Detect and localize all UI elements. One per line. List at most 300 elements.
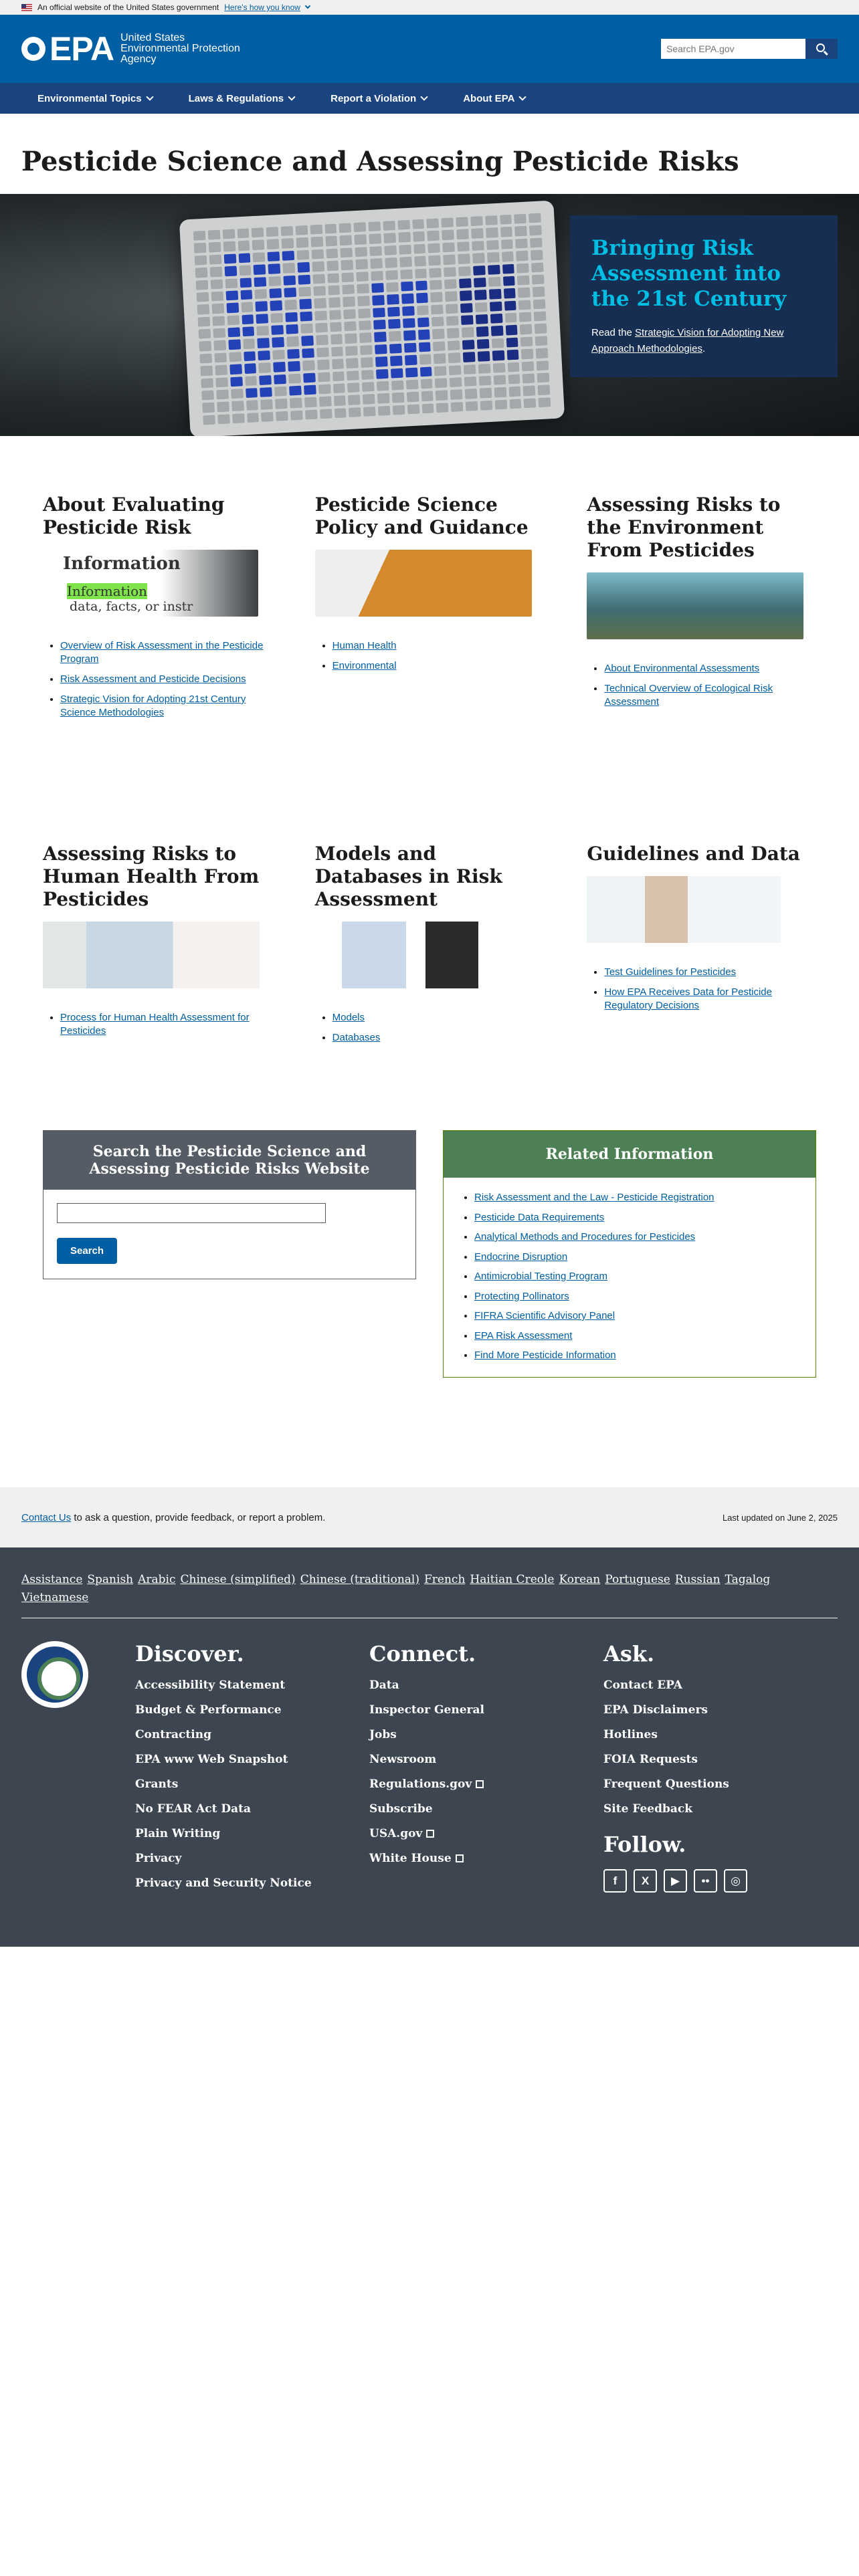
- plate-well: [362, 382, 375, 392]
- plate-well: [332, 371, 345, 381]
- plate-well: [227, 327, 240, 337]
- plate-well: [402, 306, 415, 316]
- plate-well: [345, 334, 357, 344]
- flickr-icon[interactable]: ••: [694, 1869, 717, 1893]
- card-link[interactable]: Databases: [332, 1032, 381, 1043]
- plate-well: [359, 332, 372, 342]
- plate-well: [537, 360, 549, 370]
- plate-well: [225, 278, 237, 288]
- footer-link[interactable]: EPA www Web Snapshot: [135, 1753, 288, 1766]
- card-title: Assessing Risks to Human Health From Pesticides: [43, 843, 260, 910]
- plate-well: [274, 387, 287, 397]
- plate-well: [413, 243, 426, 253]
- plate-well: [419, 366, 432, 377]
- plate-well: [456, 217, 468, 227]
- footer-link[interactable]: Site Feedback: [603, 1802, 693, 1816]
- card-link[interactable]: Overview of Risk Assessment in the Pesticide Program: [60, 640, 264, 665]
- plate-well: [516, 251, 529, 261]
- footer-link[interactable]: Regulations.gov: [369, 1778, 603, 1791]
- contact-bar: [0, 1487, 859, 1547]
- footer-link[interactable]: Newsroom: [369, 1753, 437, 1766]
- related-link[interactable]: Analytical Methods and Procedures for Pesticides: [474, 1231, 696, 1243]
- plate-well: [397, 220, 410, 230]
- plate-well: [311, 249, 324, 259]
- plate-well: [237, 241, 250, 251]
- plate-well: [429, 267, 442, 278]
- plate-well: [486, 240, 499, 250]
- doctor-image: [43, 922, 260, 988]
- plate-well: [535, 324, 547, 334]
- plate-well: [210, 279, 223, 289]
- card-title: About Evaluating Pesticide Risk: [43, 494, 225, 538]
- card-science-policy: [315, 494, 545, 843]
- page-title: Pesticide Science and Assessing Pesticide Risks: [21, 146, 739, 177]
- plate-well: [491, 338, 504, 348]
- plate-well: [316, 335, 328, 345]
- plate-well: [342, 272, 355, 282]
- plate-well: [387, 306, 400, 316]
- card-link[interactable]: Strategic Vision for Adopting 21st Century Science Methodologies: [60, 693, 246, 718]
- lang-link[interactable]: Assistance: [21, 1573, 83, 1586]
- plate-well: [434, 366, 447, 376]
- plate-well: [196, 280, 209, 290]
- plate-well: [506, 337, 518, 347]
- plate-well: [240, 290, 253, 300]
- plate-well: [257, 326, 270, 336]
- plate-well: [442, 230, 454, 240]
- us-flag-icon: [21, 4, 32, 11]
- plate-well: [316, 347, 329, 357]
- plate-well: [388, 319, 401, 329]
- last-updated: Last updated on June 2, 2025: [722, 1512, 838, 1523]
- plate-well: [302, 360, 315, 370]
- plate-well: [325, 236, 338, 246]
- search-panel-input[interactable]: [57, 1203, 326, 1223]
- plate-well: [461, 315, 474, 325]
- plate-well: [522, 373, 535, 383]
- cards-row-2: [0, 843, 859, 1130]
- footer-link[interactable]: Inspector General: [369, 1703, 484, 1717]
- related-link[interactable]: Endocrine Disruption: [474, 1251, 568, 1263]
- related-title: Related Information: [444, 1131, 816, 1178]
- plate-well: [355, 235, 367, 245]
- search-input[interactable]: [661, 39, 805, 59]
- plate-well: [416, 293, 429, 303]
- site-header: [0, 15, 859, 83]
- card-models-databases: [315, 843, 545, 1130]
- card-link[interactable]: Process for Human Health Assessment for Pesticides: [60, 1012, 250, 1037]
- plate-well: [428, 243, 441, 253]
- plate-well: [223, 241, 235, 251]
- plate-well: [230, 377, 243, 387]
- plate-well: [514, 226, 527, 236]
- plate-well: [304, 385, 316, 395]
- contact-us-link[interactable]: Contact Us: [21, 1511, 72, 1523]
- plate-well: [370, 258, 383, 268]
- plate-well: [254, 277, 267, 287]
- plate-well: [211, 304, 224, 314]
- x-icon[interactable]: X: [634, 1869, 657, 1893]
- plate-well: [288, 373, 301, 383]
- footer-link[interactable]: Privacy and Security Notice: [135, 1876, 312, 1890]
- footer-link[interactable]: USA.gov: [369, 1827, 603, 1840]
- plate-well: [401, 294, 414, 304]
- epa-flower-icon: [21, 37, 45, 61]
- plate-well: [463, 352, 476, 362]
- footer-link[interactable]: White House: [369, 1852, 603, 1865]
- plate-well: [504, 300, 516, 310]
- plate-well: [297, 262, 310, 272]
- plate-well: [398, 232, 411, 242]
- related-information: [443, 1130, 816, 1378]
- plate-well: [417, 318, 430, 328]
- plate-well: [285, 312, 298, 322]
- plate-well: [518, 300, 531, 310]
- footer-link[interactable]: Contracting: [135, 1728, 211, 1741]
- plate-well: [269, 276, 282, 286]
- plate-well: [522, 361, 535, 371]
- plate-well: [369, 234, 381, 244]
- plate-well: [270, 288, 282, 298]
- footer-connect: [369, 1641, 603, 1901]
- plate-well: [355, 259, 368, 269]
- plate-well: [375, 344, 387, 354]
- footer-heading: Connect.: [369, 1641, 476, 1667]
- footer-link[interactable]: FOIA Requests: [603, 1753, 698, 1766]
- lang-link[interactable]: Portuguese: [605, 1573, 670, 1586]
- footer-link[interactable]: No FEAR Act Data: [135, 1802, 251, 1816]
- plate-well: [385, 270, 398, 280]
- plate-well: [242, 314, 254, 324]
- card-title: Models and Databases in Risk Assessment: [314, 843, 502, 910]
- plate-well: [419, 354, 432, 364]
- plate-well: [208, 230, 221, 240]
- plate-well: [391, 368, 403, 378]
- related-link[interactable]: Protecting Pollinators: [474, 1290, 569, 1302]
- footer-heading: Follow.: [603, 1832, 686, 1857]
- plate-well: [330, 322, 343, 332]
- plate-well: [209, 242, 221, 252]
- plate-well: [260, 375, 272, 385]
- search-panel-button[interactable]: Search: [57, 1238, 117, 1264]
- plate-well: [458, 266, 471, 276]
- plate-well: [260, 387, 272, 397]
- plate-well: [261, 412, 274, 422]
- nav-laws-regulations[interactable]: Laws & Regulations: [189, 93, 295, 104]
- plate-well: [289, 386, 302, 396]
- plate-well: [487, 252, 500, 262]
- plate-well: [503, 288, 516, 298]
- plate-well: [272, 350, 285, 360]
- plate-well: [373, 320, 386, 330]
- facebook-icon[interactable]: f: [603, 1869, 627, 1893]
- main-nav: [0, 83, 859, 114]
- lang-link[interactable]: Korean: [559, 1573, 601, 1586]
- plate-well: [270, 300, 283, 310]
- plate-well: [298, 287, 311, 297]
- plate-well: [494, 387, 506, 397]
- plate-well: [302, 348, 314, 358]
- plate-well: [523, 386, 536, 396]
- footer-link[interactable]: Accessibility Statement: [135, 1679, 286, 1692]
- plate-well: [317, 360, 330, 370]
- plate-well: [384, 245, 397, 255]
- plate-well: [357, 284, 369, 294]
- plate-well: [312, 261, 324, 272]
- footer-link[interactable]: Subscribe: [369, 1802, 433, 1816]
- plate-well: [229, 364, 242, 374]
- plate-well: [376, 368, 389, 379]
- plate-well: [312, 274, 325, 284]
- chevron-down-icon: [305, 3, 310, 9]
- plate-well: [415, 280, 428, 290]
- plate-well: [418, 342, 431, 352]
- plate-well: [193, 231, 206, 241]
- plate-well: [304, 397, 317, 407]
- plate-well: [334, 408, 347, 418]
- footer-link[interactable]: Plain Writing: [135, 1827, 221, 1840]
- plate-well: [356, 272, 369, 282]
- plate-well: [253, 252, 266, 262]
- card-link[interactable]: Technical Overview of Ecological Risk Assessment: [604, 683, 773, 708]
- plate-well: [244, 363, 257, 373]
- plate-well: [301, 336, 314, 346]
- plate-well: [524, 398, 537, 408]
- card-link[interactable]: Test Guidelines for Pesticides: [604, 966, 737, 978]
- footer-link[interactable]: Jobs: [369, 1728, 397, 1741]
- chevron-down-icon: [288, 93, 295, 100]
- card-link[interactable]: About Environmental Assessments: [604, 663, 760, 674]
- card-link[interactable]: Human Health: [332, 640, 397, 651]
- plate-well: [326, 261, 339, 271]
- plate-well: [501, 239, 514, 249]
- chevron-down-icon: [421, 93, 428, 100]
- plate-well: [195, 267, 208, 278]
- plate-well: [199, 341, 211, 351]
- plate-well: [318, 372, 330, 382]
- plate-well: [466, 401, 478, 411]
- plate-well: [464, 364, 476, 374]
- plate-well: [260, 399, 273, 409]
- plate-well: [211, 291, 223, 301]
- plate-well: [448, 352, 461, 362]
- footer-link[interactable]: Budget & Performance: [135, 1703, 282, 1717]
- plate-well: [391, 381, 404, 391]
- plate-well: [502, 276, 515, 286]
- external-link-icon: [456, 1854, 464, 1862]
- plate-well: [290, 398, 302, 408]
- plate-well: [479, 388, 492, 398]
- youtube-icon[interactable]: ▶: [664, 1869, 687, 1893]
- plate-well: [313, 286, 326, 296]
- plate-well: [271, 313, 284, 323]
- plate-well: [537, 372, 550, 383]
- heres-how-you-know-link[interactable]: Here's how you know: [224, 3, 300, 12]
- card-link[interactable]: Models: [332, 1012, 365, 1023]
- plate-well: [225, 290, 238, 300]
- plate-well: [485, 215, 498, 225]
- plate-well: [231, 389, 244, 399]
- lang-link[interactable]: Chinese (simplified): [180, 1573, 296, 1586]
- plate-well: [216, 389, 229, 399]
- plate-well: [420, 379, 433, 389]
- nav-about-epa[interactable]: About EPA: [463, 93, 525, 104]
- plate-well: [201, 378, 213, 388]
- plate-well: [430, 292, 443, 302]
- plate-well: [389, 331, 401, 341]
- plate-well: [222, 229, 235, 239]
- footer-link[interactable]: EPA Disclaimers: [603, 1703, 708, 1717]
- plate-well: [300, 324, 313, 334]
- plate-well: [332, 358, 345, 368]
- plate-well: [403, 318, 415, 328]
- plate-well: [344, 321, 357, 331]
- plate-well: [372, 295, 385, 305]
- plate-well: [281, 226, 294, 236]
- plate-well: [243, 339, 256, 349]
- hero-callout: [570, 215, 838, 377]
- plate-well: [415, 268, 427, 278]
- plate-well: [446, 304, 458, 314]
- card-link[interactable]: Risk Assessment and Pesticide Decisions: [60, 673, 246, 685]
- bottom-boxes: [0, 1130, 859, 1487]
- plate-well: [197, 304, 210, 314]
- plate-well: [478, 363, 491, 373]
- plate-well: [406, 379, 419, 389]
- lang-link[interactable]: Chinese (traditional): [300, 1573, 419, 1586]
- related-link[interactable]: FIFRA Scientific Advisory Panel: [474, 1310, 615, 1321]
- plate-well: [330, 334, 343, 344]
- plate-well: [427, 231, 440, 241]
- hero-banner: [0, 194, 859, 436]
- plate-well: [405, 367, 418, 377]
- lang-link[interactable]: Russian: [674, 1573, 721, 1586]
- nav-environmental-topics[interactable]: Environmental Topics: [37, 93, 153, 104]
- card-link[interactable]: Environmental: [332, 660, 397, 671]
- plate-well: [490, 301, 502, 311]
- plate-well: [417, 305, 430, 315]
- plate-well: [500, 215, 512, 225]
- plate-well: [399, 257, 412, 267]
- lang-link[interactable]: Arabic: [138, 1573, 176, 1586]
- gov-banner: [0, 0, 859, 15]
- card-link[interactable]: How EPA Receives Data for Pesticide Regulatory Decisions: [604, 986, 772, 1011]
- plate-well: [213, 328, 225, 338]
- related-link[interactable]: EPA Risk Assessment: [474, 1329, 573, 1341]
- plate-well: [538, 385, 551, 395]
- plate-well: [272, 337, 284, 347]
- card-guidelines-data: [587, 843, 816, 1130]
- plate-well: [245, 376, 258, 386]
- plate-well: [361, 370, 374, 380]
- footer-link[interactable]: Hotlines: [603, 1728, 658, 1741]
- plate-well: [480, 400, 492, 410]
- plate-well: [387, 294, 399, 304]
- plate-well: [441, 217, 454, 227]
- footer-link[interactable]: Privacy: [135, 1852, 182, 1865]
- plate-well: [201, 390, 214, 400]
- plate-well: [327, 273, 340, 283]
- plate-well: [462, 340, 475, 350]
- plate-well: [343, 297, 356, 307]
- plate-well: [473, 265, 486, 276]
- plate-well: [539, 397, 551, 407]
- plate-well: [531, 262, 544, 272]
- lang-link[interactable]: Haitian Creole: [470, 1573, 555, 1586]
- plate-well: [255, 289, 268, 299]
- plate-well: [282, 238, 294, 248]
- related-link[interactable]: Antimicrobial Testing Program: [474, 1271, 607, 1282]
- instagram-icon[interactable]: ◎: [724, 1869, 747, 1893]
- plate-well: [460, 303, 473, 313]
- plate-well: [266, 227, 279, 237]
- plate-well: [488, 264, 500, 274]
- plate-well: [449, 365, 462, 375]
- epa-logo[interactable]: [21, 29, 240, 68]
- related-link[interactable]: Find More Pesticide Information: [474, 1350, 616, 1361]
- plate-well: [340, 235, 353, 245]
- footer-link[interactable]: Contact EPA: [603, 1679, 682, 1692]
- plate-well: [286, 336, 299, 346]
- plate-well: [505, 325, 518, 335]
- footer-link[interactable]: Data: [369, 1679, 399, 1692]
- plate-well: [386, 282, 399, 292]
- plate-well: [369, 246, 382, 256]
- plate-well: [458, 253, 470, 263]
- plate-well: [508, 374, 520, 384]
- plate-well: [390, 356, 403, 366]
- search-button[interactable]: [805, 39, 838, 59]
- plate-well: [194, 243, 207, 253]
- lang-link[interactable]: French: [424, 1573, 466, 1586]
- plate-well: [385, 257, 397, 267]
- chevron-down-icon: [519, 93, 527, 100]
- plate-well: [477, 339, 490, 349]
- lang-link[interactable]: Vietnamese: [21, 1591, 89, 1604]
- plate-well: [488, 277, 501, 287]
- plate-well: [530, 237, 543, 247]
- plate-well: [229, 352, 242, 362]
- lang-link[interactable]: Tagalog: [725, 1573, 771, 1586]
- plate-well: [516, 263, 529, 273]
- footer-link[interactable]: Frequent Questions: [603, 1778, 729, 1791]
- plate-well: [246, 388, 258, 398]
- plate-well: [492, 350, 504, 360]
- lang-link[interactable]: Spanish: [87, 1573, 134, 1586]
- plate-well: [200, 366, 213, 376]
- plate-well: [465, 389, 478, 399]
- plate-well: [299, 299, 312, 309]
- plate-well: [471, 229, 484, 239]
- strategic-vision-link[interactable]: Strategic Vision for Adopting New Approach Methodologies: [591, 327, 784, 354]
- related-link[interactable]: Pesticide Data Requirements: [474, 1211, 605, 1223]
- plate-well: [345, 346, 358, 356]
- plate-well: [247, 413, 260, 423]
- plate-well: [241, 302, 254, 312]
- plate-well: [215, 365, 227, 375]
- card-title: Assessing Risks to the Environment From Pesticides: [587, 494, 781, 561]
- related-link[interactable]: Risk Assessment and the Law - Pesticide Registration: [474, 1192, 714, 1203]
- plate-well: [448, 340, 460, 350]
- plate-well: [474, 290, 487, 300]
- footer-link[interactable]: Grants: [135, 1778, 179, 1791]
- plate-well: [377, 393, 390, 403]
- plate-well: [519, 312, 532, 322]
- plate-well: [320, 409, 332, 419]
- external-link-icon: [426, 1830, 434, 1838]
- charts-tablet-image: [342, 922, 502, 988]
- nav-report-violation[interactable]: Report a Violation: [330, 93, 427, 104]
